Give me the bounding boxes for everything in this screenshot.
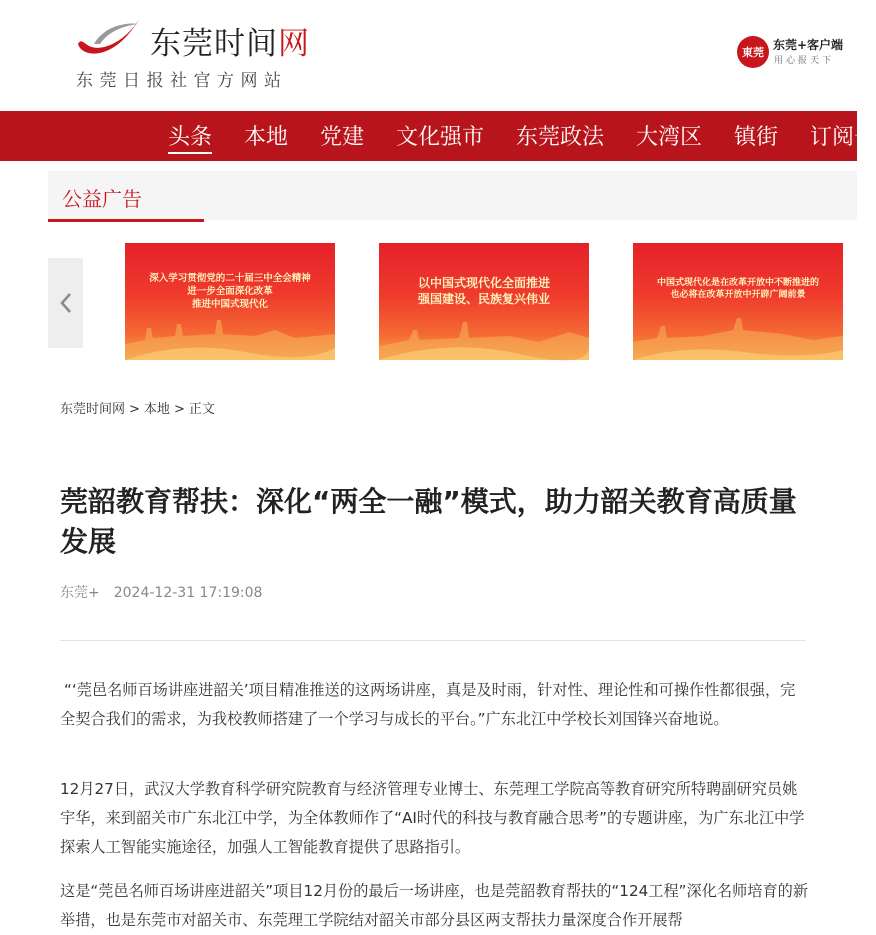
nav-item-local[interactable]: 本地: [244, 125, 289, 150]
nav-item-subscriptions[interactable]: 订阅号: [810, 125, 876, 150]
ad-banner-line: 也必将在改革开放中开辟广阔前景: [670, 290, 806, 301]
carousel-prev-button[interactable]: [48, 258, 83, 348]
ad-banner-text: [379, 275, 589, 307]
skyline-graphic: [379, 310, 589, 360]
nav-item-towns[interactable]: 镇街: [734, 125, 779, 150]
ad-banner-line: 中国式现代化是在改革开放中不断推进的: [656, 278, 819, 288]
ad-section-title: 公益广告: [62, 187, 142, 211]
article-paragraph: 12月27日，武汉大学教育科学研究院教育与经济管理专业博士、东莞理工学院高等教育研究所特聘副研究员姚宇华，来到韶关市广东北江中学，为全体教师作了“AI时代的科技与教育融合思考”的专题讲座，为广东北江中学探索人工智能实施途径，加强人工智能教育提供了思路指引。: [60, 780, 805, 856]
breadcrumb-separator: >: [129, 402, 140, 417]
breadcrumb-home[interactable]: 东莞时间网: [60, 402, 126, 417]
ad-banner-text: [633, 277, 843, 301]
breadcrumb: [60, 398, 215, 417]
ad-title-underline: [48, 219, 204, 222]
ad-banner-line: 强国建设、民族复兴伟业: [417, 292, 550, 307]
chevron-left-icon: [59, 291, 73, 315]
skyline-graphic: [125, 310, 335, 360]
nav-item-headlines[interactable]: 头条: [168, 120, 212, 154]
client-name: 东莞+客户端: [773, 38, 844, 52]
ad-banner-line: 深入学习贯彻党的二十届三中全会精神: [149, 273, 311, 284]
ad-banner-line: 进一步全面深化改革: [187, 285, 273, 297]
main-nav: [0, 111, 876, 161]
skyline-graphic: [633, 310, 843, 360]
ad-banner-line: 以中国式现代化全面推进: [417, 276, 550, 290]
client-slogan: 用心报天下: [774, 56, 835, 66]
client-logo-icon: 東莞: [737, 36, 769, 68]
client-app-link[interactable]: [737, 34, 857, 70]
swoosh-logo-icon[interactable]: [74, 14, 144, 62]
nav-item-party[interactable]: 党建: [320, 125, 365, 150]
site-name[interactable]: [150, 18, 310, 63]
article-meta: [60, 582, 262, 602]
breadcrumb-current: 正文: [188, 402, 215, 417]
ad-banner-2[interactable]: [379, 243, 589, 360]
article-source: 东莞+: [60, 585, 100, 601]
ad-banner-text: [125, 273, 335, 311]
ad-banner-1[interactable]: [125, 243, 335, 360]
article-paragraph: “‘莞邑名师百场讲座进韶关’项目精准推送的这两场讲座，真是及时雨，针对性、理论性和可操作性都很强，完全契合我们的需求，为我校教师搭建了一个学习与成长的平台。”广东北江中学校长刘国锋兴奋地说。: [60, 681, 796, 728]
site-tagline: 东莞日报社官方网站: [76, 71, 288, 91]
site-header: [0, 0, 857, 110]
article-time: 2024-12-31 17:19:08: [113, 585, 263, 601]
article-paragraph: 这是“莞邑名师百场讲座进韶关”项目12月份的最后一场讲座，也是莞韶教育帮扶的“124工程”深化名师培育的新举措，也是东莞市对韶关市、东莞理工学院结对韶关市部分县区两支帮扶力量深度合作开展帮: [60, 882, 809, 929]
breadcrumb-local[interactable]: 本地: [143, 402, 170, 417]
ad-banner-line: 推进中国式现代化: [191, 298, 268, 310]
article-divider: [60, 640, 806, 641]
nav-item-culture[interactable]: 文化强市: [396, 125, 485, 150]
site-name-main: 东莞时间: [150, 26, 278, 62]
ad-section-header: [48, 171, 857, 220]
nav-item-politics-law[interactable]: 东莞政法: [516, 125, 605, 150]
ad-banner-3[interactable]: [633, 243, 843, 360]
site-name-accent: 网: [278, 26, 310, 62]
article-title: 莞韶教育帮扶：深化“两全一融”模式，助力韶关教育高质量发展: [60, 485, 797, 558]
breadcrumb-separator: >: [173, 402, 185, 417]
nav-item-greater-bay[interactable]: 大湾区: [636, 125, 703, 150]
